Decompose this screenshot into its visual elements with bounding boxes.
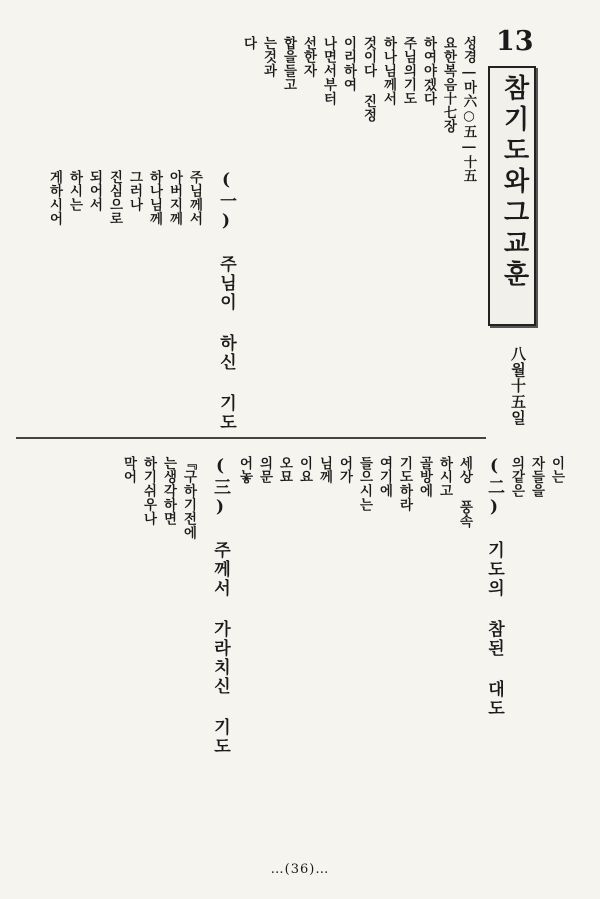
body-line: 나면서부터 [321,36,337,106]
section-heading-3: (三) 주께서 가라치신 기도 [210,456,230,756]
body-line: 진심으로 [107,170,123,226]
body-line: 의문 [257,456,273,484]
section-heading-1: (一) 주님이 하신 기도 [216,170,236,432]
body-line: 하시는 [67,170,83,212]
body-line: 그러나 [127,170,143,212]
page-number: …(36)… [270,862,330,877]
body-line: 요한복음十七장 [441,36,457,134]
date-label: 八월十五일 [509,346,527,426]
body-line: 하시고 [437,456,453,498]
body-line: 이요 [297,456,313,484]
body-line: 오묘 [277,456,293,484]
body-line: 이는 [549,456,565,484]
body-line: 하나님께 [147,170,163,226]
section-number: 13 [496,26,534,57]
body-line: 합을들고 [281,36,297,92]
body-line: 자들을 [529,456,545,498]
body-line: 되어서 [87,170,103,212]
body-line: 주님의기도 [401,36,417,106]
body-line: 하나님께서 [381,36,397,106]
body-line: 골방에 [417,456,433,498]
body-line: 다 [241,36,257,50]
body-line: 님께 [317,456,333,484]
body-line: 게하시어 [47,170,63,226]
body-line: 는것과 [261,36,277,78]
body-line: 하기쉬우나 [141,456,157,526]
section-divider [16,437,486,439]
body-line: 선한자 [301,36,317,78]
body-line: 어가 [337,456,353,484]
body-line: 막어 [121,456,137,484]
body-line: 는생각하면 [161,456,177,526]
section-heading-2: (二) 기도의 참된 대도 [484,456,504,718]
body-line: 여기에 [377,456,393,498]
body-line: 주님께서 [187,170,203,226]
body-line: 『구하기전에 [181,456,197,540]
body-line: 들으시는 [357,456,373,512]
body-line: 어놓 [237,456,253,484]
body-line: 하여야겠다 [421,36,437,106]
section-title: 참기도와그교훈 [499,74,529,291]
body-line: 기도하라 [397,456,413,512]
body-line: 성경―마六○五―十五 [461,36,477,183]
body-line: 의같은 [509,456,525,498]
body-line: 아버지께 [167,170,183,226]
body-line: 것이다 진정 [361,36,377,122]
body-line: 이리하여 [341,36,357,92]
body-line: 세상 풍속 [457,456,473,529]
